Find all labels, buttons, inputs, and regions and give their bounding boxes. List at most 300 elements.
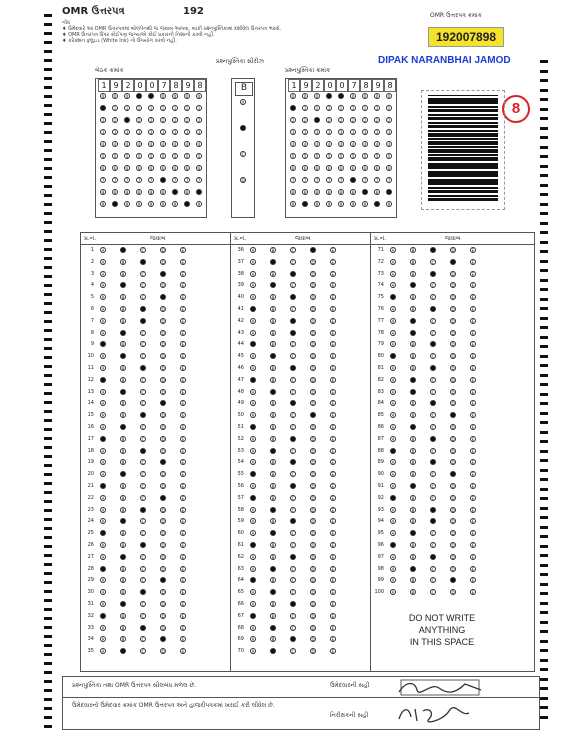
answer-bubble: E bbox=[181, 342, 185, 348]
seat-number-grid bbox=[95, 78, 207, 218]
answer-bubble: E bbox=[331, 401, 335, 407]
answer-bubble: D bbox=[451, 342, 455, 348]
digit-bubble: 4 bbox=[161, 142, 165, 147]
answer-bubble: B bbox=[121, 460, 125, 466]
answer-bubble: E bbox=[471, 413, 475, 419]
question-number: 9 bbox=[90, 341, 94, 348]
answer-bubble: B bbox=[411, 507, 415, 513]
answer-bubble: D bbox=[311, 460, 315, 466]
timing-mark bbox=[540, 687, 548, 690]
series-bubble bbox=[240, 125, 246, 131]
question-number: 96 bbox=[377, 542, 384, 548]
digit-bubble: 6 bbox=[125, 166, 129, 171]
answer-bubble bbox=[270, 530, 276, 536]
timing-mark bbox=[540, 459, 548, 462]
question-number: 69 bbox=[237, 636, 244, 643]
answer-bubble: E bbox=[471, 543, 475, 548]
digit-cell: 0 bbox=[336, 79, 348, 92]
col-header-q: પ્ર.નં. bbox=[84, 235, 97, 242]
answer-bubble: A bbox=[391, 318, 395, 324]
answer-bubble: C bbox=[141, 531, 145, 537]
timing-mark bbox=[44, 230, 52, 233]
digit-bubble: 6 bbox=[363, 166, 367, 171]
question-number: 18 bbox=[87, 447, 94, 454]
answer-bubble: C bbox=[431, 531, 435, 537]
digit-cell: 8 bbox=[194, 79, 206, 92]
answer-bubble: B bbox=[271, 377, 275, 383]
digit-bubble: 5 bbox=[327, 154, 331, 159]
answer-bubble: C bbox=[291, 259, 295, 265]
answer-bubble: D bbox=[311, 637, 315, 643]
answer-bubble: D bbox=[161, 625, 165, 631]
question-number: 39 bbox=[237, 282, 244, 289]
timing-mark bbox=[540, 488, 548, 491]
series-bubble: C bbox=[241, 152, 245, 157]
timing-mark bbox=[44, 527, 52, 530]
question-number: 87 bbox=[377, 435, 384, 442]
digit-bubble bbox=[350, 177, 356, 183]
answer-bubble: D bbox=[161, 507, 165, 513]
answer-bubble: E bbox=[471, 318, 475, 324]
digit-bubble: 2 bbox=[339, 118, 343, 123]
answer-bubble: C bbox=[431, 484, 435, 489]
answer-bubble: E bbox=[331, 613, 335, 619]
timing-mark bbox=[540, 184, 548, 187]
invigilator-signature bbox=[395, 703, 475, 725]
answer-bubble bbox=[290, 330, 296, 336]
digit-bubble: 5 bbox=[363, 154, 367, 159]
answer-bubble: A bbox=[251, 295, 255, 301]
answer-bubble bbox=[140, 259, 146, 265]
answer-bubble bbox=[120, 424, 126, 430]
digit-bubble: 7 bbox=[315, 178, 319, 183]
answer-bubble: E bbox=[331, 377, 335, 383]
digit-bubble: 7 bbox=[185, 178, 189, 183]
answer-bubble: A bbox=[391, 389, 395, 395]
question-number: 62 bbox=[237, 553, 244, 560]
timing-mark bbox=[540, 212, 548, 215]
booklet-series-box bbox=[231, 78, 255, 218]
answer-bubble: A bbox=[251, 436, 255, 442]
digit-bubble: 4 bbox=[303, 142, 307, 147]
timing-mark bbox=[540, 374, 548, 377]
digit-bubble: 5 bbox=[197, 154, 201, 159]
answer-bubble bbox=[250, 471, 256, 477]
digit-bubble: 7 bbox=[113, 178, 117, 183]
answer-bubble: B bbox=[121, 448, 125, 454]
answer-bubble bbox=[290, 294, 296, 300]
answer-bubble bbox=[410, 389, 416, 395]
answer-bubble: E bbox=[331, 519, 335, 525]
booklet-number-label: પ્રશ્નપુસ્તિકા ક્રમાંક bbox=[285, 67, 331, 74]
timing-mark bbox=[44, 347, 52, 350]
answer-bubble: A bbox=[251, 531, 255, 537]
timing-mark bbox=[44, 23, 52, 26]
timing-mark bbox=[44, 536, 52, 539]
digit-cell: 7 bbox=[158, 79, 170, 92]
digit-bubble: 2 bbox=[351, 118, 355, 123]
answer-bubble bbox=[290, 436, 296, 442]
answer-bubble: E bbox=[471, 354, 475, 360]
seat-number-label: બેઠક ક્રમાંક bbox=[95, 67, 124, 74]
digit-bubble: 0 bbox=[387, 94, 391, 99]
digit-bubble: 4 bbox=[113, 142, 117, 147]
booklet-number-grid bbox=[285, 78, 397, 218]
answer-bubble: A bbox=[101, 330, 105, 336]
timing-mark bbox=[540, 70, 548, 73]
sheet-number: 192007898 bbox=[428, 27, 504, 47]
timing-mark bbox=[44, 707, 52, 710]
answer-bubble bbox=[410, 530, 416, 536]
answer-bubble: E bbox=[331, 649, 335, 655]
answer-bubble: E bbox=[181, 460, 185, 466]
answer-bubble: D bbox=[451, 566, 455, 572]
question-number: 70 bbox=[237, 648, 244, 655]
timing-mark bbox=[44, 401, 52, 404]
answer-bubble: C bbox=[291, 590, 295, 596]
answer-bubble: D bbox=[311, 507, 315, 513]
answer-bubble: A bbox=[101, 472, 105, 478]
answer-bubble: E bbox=[471, 460, 475, 466]
answer-bubble: C bbox=[431, 495, 435, 501]
candidate-name: DIPAK NARANBHAI JAMOD bbox=[378, 55, 511, 66]
digit-bubble: 1 bbox=[197, 106, 201, 111]
answer-bubble: A bbox=[101, 519, 105, 525]
timing-mark bbox=[540, 697, 548, 700]
answer-bubble bbox=[140, 412, 146, 418]
timing-mark bbox=[44, 77, 52, 80]
answer-bubble: D bbox=[161, 484, 165, 489]
digit-bubble: 4 bbox=[387, 142, 391, 147]
digit-bubble: 9 bbox=[315, 202, 319, 207]
answer-bubble: C bbox=[291, 578, 295, 584]
answer-bubble: C bbox=[431, 283, 435, 289]
digit-bubble: 1 bbox=[315, 106, 319, 111]
timing-mark bbox=[540, 402, 548, 405]
answer-bubble bbox=[120, 601, 126, 607]
question-number: 79 bbox=[377, 341, 384, 348]
timing-mark bbox=[540, 326, 548, 329]
question-number: 46 bbox=[237, 365, 244, 371]
digit-bubble: 7 bbox=[339, 178, 343, 183]
answer-bubble: E bbox=[181, 484, 185, 489]
answer-bubble: D bbox=[161, 413, 165, 419]
answer-bubble bbox=[290, 636, 296, 642]
question-number: 85 bbox=[377, 412, 384, 419]
digit-bubble: 3 bbox=[161, 130, 165, 135]
question-number: 19 bbox=[87, 459, 94, 466]
digit-bubble: 1 bbox=[375, 106, 379, 111]
answer-bubble: B bbox=[411, 354, 415, 360]
answer-bubble: D bbox=[161, 342, 165, 348]
answer-bubble: D bbox=[311, 436, 315, 442]
answer-bubble bbox=[390, 448, 396, 454]
answer-bubble: A bbox=[251, 330, 255, 336]
digit-bubble: 0 bbox=[315, 94, 319, 99]
digit-bubble: 4 bbox=[149, 142, 153, 147]
digit-bubble: 4 bbox=[101, 142, 105, 147]
answer-bubble: E bbox=[181, 401, 185, 407]
timing-mark bbox=[540, 659, 548, 662]
answer-bubble: D bbox=[451, 271, 455, 277]
answer-bubble bbox=[270, 259, 276, 265]
answer-bubble: A bbox=[101, 318, 105, 324]
digit-bubble: 6 bbox=[113, 166, 117, 171]
digit-bubble: 3 bbox=[197, 130, 201, 135]
answer-bubble: B bbox=[121, 507, 125, 513]
question-number: 88 bbox=[377, 447, 384, 454]
digit-bubble bbox=[314, 117, 320, 123]
answer-bubble: C bbox=[141, 554, 145, 560]
digit-cell: 1 bbox=[288, 79, 300, 92]
digit-cell: 9 bbox=[182, 79, 194, 92]
answer-bubble bbox=[430, 400, 436, 406]
digit-cell: 1 bbox=[98, 79, 110, 92]
answer-bubble bbox=[120, 282, 126, 288]
timing-mark bbox=[540, 241, 548, 244]
answer-bubble: C bbox=[291, 283, 295, 289]
timing-mark bbox=[44, 185, 52, 188]
digit-bubble: 3 bbox=[101, 130, 105, 135]
answer-bubble: A bbox=[101, 389, 105, 395]
answer-bubble: D bbox=[451, 366, 455, 371]
question-number: 21 bbox=[87, 483, 94, 489]
digit-bubble bbox=[100, 105, 106, 111]
answer-bubble: B bbox=[271, 413, 275, 419]
question-number: 80 bbox=[377, 353, 384, 360]
answer-bubble: E bbox=[471, 366, 475, 371]
answer-bubble: E bbox=[181, 590, 185, 596]
answer-bubble: A bbox=[391, 590, 395, 596]
timing-mark bbox=[540, 469, 548, 472]
answer-bubble: D bbox=[451, 460, 455, 466]
answer-bubble bbox=[250, 341, 256, 347]
answer-bubble: E bbox=[471, 531, 475, 537]
timing-mark bbox=[540, 231, 548, 234]
timing-mark bbox=[44, 248, 52, 251]
answer-bubble bbox=[430, 507, 436, 513]
answer-bubble bbox=[430, 459, 436, 465]
answer-bubble: A bbox=[391, 283, 395, 289]
timing-mark bbox=[44, 437, 52, 440]
answer-bubble: D bbox=[161, 472, 165, 478]
timing-mark bbox=[44, 221, 52, 224]
answer-bubble: B bbox=[411, 413, 415, 419]
question-number: 42 bbox=[237, 317, 244, 324]
digit-bubble: 3 bbox=[339, 130, 343, 135]
digit-bubble: 6 bbox=[291, 166, 295, 171]
answer-bubble: E bbox=[331, 484, 335, 489]
answer-column-1 bbox=[84, 247, 230, 667]
answer-bubble: A bbox=[101, 578, 105, 584]
answer-bubble: D bbox=[311, 590, 315, 596]
answer-bubble bbox=[390, 542, 396, 548]
answer-bubble bbox=[310, 247, 316, 253]
timing-mark bbox=[540, 174, 548, 177]
answer-bubble: C bbox=[141, 578, 145, 584]
answer-bubble: C bbox=[291, 507, 295, 513]
answer-bubble: C bbox=[431, 590, 435, 596]
answer-bubble: E bbox=[471, 377, 475, 383]
answer-bubble bbox=[450, 577, 456, 583]
answer-bubble: A bbox=[101, 602, 105, 607]
digit-bubble: 5 bbox=[149, 154, 153, 159]
answer-bubble: D bbox=[311, 554, 315, 560]
digit-bubble bbox=[148, 93, 154, 99]
timing-mark bbox=[44, 275, 52, 278]
barcode-bar bbox=[428, 163, 498, 165]
answer-bubble: D bbox=[451, 507, 455, 513]
question-number: 29 bbox=[87, 577, 94, 584]
answer-bubble: D bbox=[311, 366, 315, 371]
timing-mark bbox=[44, 590, 52, 593]
digit-bubble bbox=[184, 201, 190, 207]
answer-bubble: A bbox=[251, 413, 255, 419]
answer-bubble bbox=[410, 566, 416, 572]
question-number: 38 bbox=[237, 270, 244, 277]
question-number: 4 bbox=[90, 282, 94, 289]
answer-bubble bbox=[250, 377, 256, 383]
answer-bubble: B bbox=[121, 543, 125, 548]
digit-bubble: 0 bbox=[101, 94, 105, 99]
answer-bubble bbox=[160, 294, 166, 300]
question-number: 11 bbox=[87, 365, 94, 371]
answer-bubble: A bbox=[101, 649, 105, 655]
digit-bubble bbox=[290, 105, 296, 111]
question-number: 81 bbox=[377, 365, 384, 371]
digit-bubble bbox=[362, 189, 368, 195]
answer-bubble: A bbox=[251, 271, 255, 277]
answer-bubble bbox=[270, 448, 276, 454]
timing-mark bbox=[44, 167, 52, 170]
answer-bubble: B bbox=[121, 307, 125, 312]
timing-mark bbox=[44, 140, 52, 143]
answer-bubble: A bbox=[391, 401, 395, 407]
timing-mark bbox=[44, 500, 52, 503]
answer-bubble: E bbox=[181, 307, 185, 312]
answer-bubble: E bbox=[331, 625, 335, 631]
timing-mark bbox=[44, 545, 52, 548]
timing-mark bbox=[44, 428, 52, 431]
answer-bubble bbox=[120, 648, 126, 654]
answer-bubble: D bbox=[311, 425, 315, 430]
timing-mark bbox=[44, 257, 52, 260]
answer-bubble bbox=[250, 577, 256, 583]
digit-bubble: 7 bbox=[375, 178, 379, 183]
digit-bubble: 6 bbox=[315, 166, 319, 171]
answer-bubble: C bbox=[431, 389, 435, 395]
answer-bubble bbox=[120, 353, 126, 359]
answer-bubble: E bbox=[331, 283, 335, 289]
answer-bubble: E bbox=[471, 295, 475, 301]
digit-bubble: 2 bbox=[197, 118, 201, 123]
answer-bubble bbox=[410, 282, 416, 288]
barcode-bar bbox=[428, 152, 498, 153]
timing-mark bbox=[540, 706, 548, 709]
timing-mark bbox=[44, 203, 52, 206]
answer-bubble: A bbox=[251, 554, 255, 560]
question-number: 78 bbox=[377, 329, 384, 336]
barcode-bar bbox=[428, 171, 498, 173]
digit-bubble: 0 bbox=[113, 94, 117, 99]
question-number: 77 bbox=[377, 317, 384, 324]
answer-bubble: D bbox=[311, 377, 315, 383]
timing-mark bbox=[540, 630, 548, 633]
answer-bubble bbox=[100, 613, 106, 619]
digit-bubble: 6 bbox=[173, 166, 177, 171]
timing-mark bbox=[44, 464, 52, 467]
answer-bubble: B bbox=[411, 543, 415, 548]
answer-bubble: D bbox=[311, 307, 315, 312]
answer-bubble bbox=[430, 306, 436, 312]
answer-bubble: D bbox=[311, 342, 315, 348]
answer-bubble: D bbox=[311, 318, 315, 324]
answer-bubble: E bbox=[331, 259, 335, 265]
digit-bubble: 7 bbox=[173, 178, 177, 183]
answer-bubble: A bbox=[391, 259, 395, 265]
digit-bubble bbox=[136, 93, 142, 99]
answer-bubble: E bbox=[331, 472, 335, 478]
question-number: 22 bbox=[87, 494, 94, 501]
timing-mark bbox=[44, 14, 52, 17]
answer-bubble: A bbox=[251, 602, 255, 607]
digit-bubble: 5 bbox=[387, 154, 391, 159]
answer-bubble bbox=[120, 518, 126, 524]
answer-bubble: B bbox=[411, 578, 415, 584]
digit-bubble: 2 bbox=[363, 118, 367, 123]
timing-mark bbox=[44, 104, 52, 107]
answer-bubble bbox=[290, 554, 296, 560]
answer-bubble: A bbox=[251, 590, 255, 596]
answer-bubble: A bbox=[391, 519, 395, 525]
answer-bubble: A bbox=[391, 472, 395, 478]
answer-bubble bbox=[140, 365, 146, 371]
answer-bubble: C bbox=[141, 519, 145, 525]
answer-bubble: D bbox=[161, 389, 165, 395]
question-number: 16 bbox=[87, 424, 94, 430]
timing-mark bbox=[44, 509, 52, 512]
answer-bubble: E bbox=[471, 495, 475, 501]
instructions bbox=[62, 20, 392, 44]
timing-mark bbox=[540, 393, 548, 396]
answer-bubble: D bbox=[311, 613, 315, 619]
answer-bubble: A bbox=[251, 283, 255, 289]
answer-bubble: D bbox=[161, 602, 165, 607]
answer-bubble bbox=[410, 424, 416, 430]
digit-bubble: 4 bbox=[197, 142, 201, 147]
answer-bubble: D bbox=[311, 354, 315, 360]
answer-bubble bbox=[290, 318, 296, 324]
answer-bubble: C bbox=[141, 295, 145, 301]
digit-bubble: 6 bbox=[375, 166, 379, 171]
answer-bubble: C bbox=[291, 495, 295, 501]
answer-bubble: D bbox=[311, 389, 315, 395]
answer-bubble: B bbox=[121, 436, 125, 442]
barcode-bar bbox=[428, 168, 498, 169]
answer-bubble: C bbox=[431, 472, 435, 478]
answer-bubble: C bbox=[431, 354, 435, 360]
timing-mark bbox=[540, 307, 548, 310]
timing-mark bbox=[44, 338, 52, 341]
answer-bubble: C bbox=[141, 460, 145, 466]
digit-bubble: 4 bbox=[351, 142, 355, 147]
answer-bubble: E bbox=[181, 554, 185, 560]
timing-mark bbox=[44, 59, 52, 62]
answer-bubble: E bbox=[331, 448, 335, 454]
answer-bubble: E bbox=[181, 413, 185, 419]
answer-bubble: C bbox=[141, 330, 145, 336]
answer-bubble: D bbox=[451, 448, 455, 454]
